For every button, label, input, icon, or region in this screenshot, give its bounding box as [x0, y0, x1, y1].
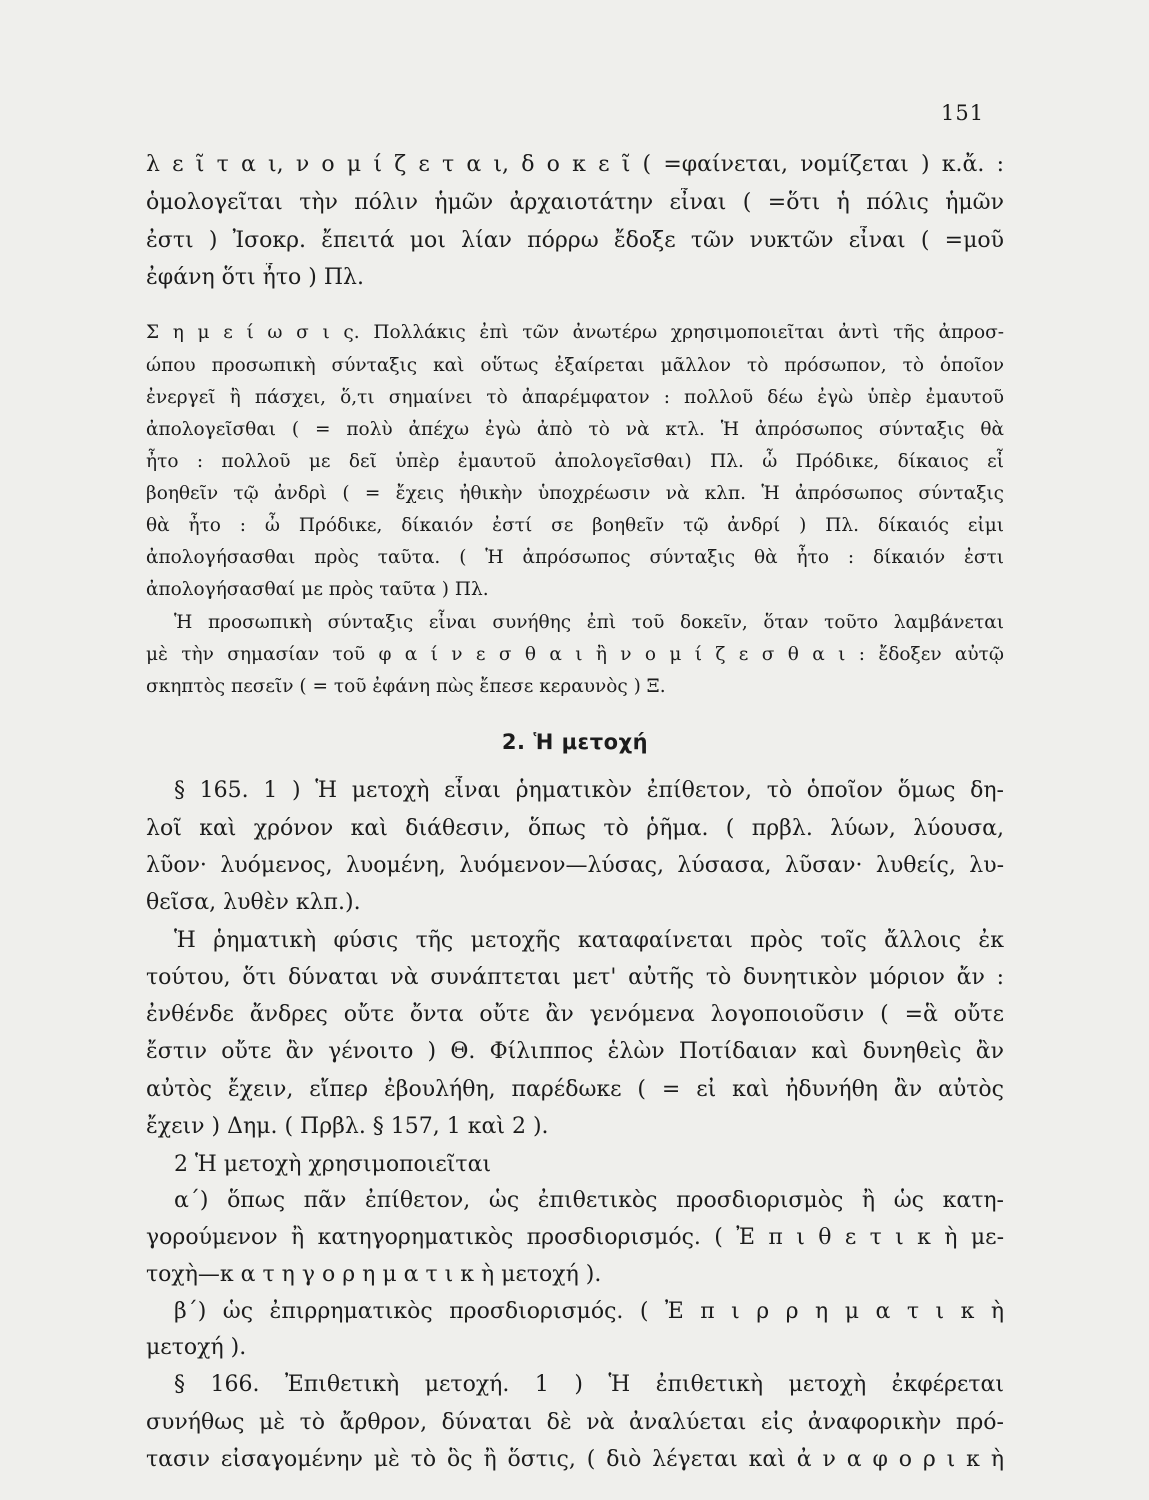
page-number: 151 [941, 101, 985, 125]
text-line: ἀπολογήσασθαί με πρὸς ταῦτα ) Πλ. [146, 579, 489, 600]
text-line: ἐνεργεῖ ἢ πάσχει, ὅ,τι σημαίνει τὸ ἀπαρέμφατον : πολλοῦ δέω ἐγὼ ὑπὲρ ἐμαυτοῦ [146, 387, 1004, 408]
text-line: 2 Ἡ μετοχὴ χρησιμοποιεῖται [174, 1152, 492, 1177]
text-line: μετοχή ). [146, 1335, 247, 1360]
text-line: βοηθεῖν τῷ ἀνδρὶ ( = ἔχεις ἠθικὴν ὑποχρέωσιν νὰ κλπ. Ἡ ἀπρόσωπος σύνταξις [146, 483, 1004, 504]
text-line: λοῖ καὶ χρόνον καὶ διάθεσιν, ὅπως τὸ ῥῆμα. ( πρβλ. λύων, λύουσα, [146, 816, 1004, 841]
text-line: ἦτο : πολλοῦ με δεῖ ὑπὲρ ἐμαυτοῦ ἀπολογεῖσθαι) Πλ. ὦ Πρόδικε, δίκαιος εἶ [146, 451, 1004, 472]
section-heading: 2. Ἡ μετοχή [501, 730, 649, 754]
text-line: ἐφάνη ὅτι ἦτο ) Πλ. [146, 265, 364, 290]
text-line: ὁμολογεῖται τὴν πόλιν ἡμῶν ἀρχαιοτάτην εἶναι ( =ὅτι ἡ πόλις ἡμῶν [146, 190, 1004, 215]
text-line: β΄) ὡς ἐπιρρηματικὸς προσδιορισμός. ( Ἐ π ι ρ ρ η μ α τ ι κ ὴ [174, 1299, 1004, 1324]
section-paragraph-166: § 166. Ἐπιθετικὴ μετοχή. 1 ) Ἡ ἐπιθετικὴ μετοχὴ ἐκφέρεται [174, 1372, 1004, 1397]
text-line: τούτου, ὅτι δύναται νὰ συνάπτεται μετ' αὐτῆς τὸ δυνητικὸν μόριον ἄν : [146, 965, 1004, 990]
text-line: λῦον· λυόμενος, λυομένη, λυόμενον—λύσας, λύσασα, λῦσαν· λυθείς, λυ- [146, 853, 1004, 878]
text-line: λ ε ῖ τ α ι, ν ο μ ί ζ ε τ α ι, δ ο κ ε ῖ ( =φαίνεται, νομίζεται ) κ.ἄ. : [146, 152, 1004, 177]
text-line: τασιν εἰσαγομένην μὲ τὸ ὃς ἢ ὅστις, ( διὸ λέγεται καὶ ἀ ν α φ ο ρ ι κ ὴ [146, 1447, 1004, 1472]
text-line: μὲ τὴν σημασίαν τοῦ φ α ί ν ε σ θ α ι ἢ ν ο μ ί ζ ε σ θ α ι : ἔδοξεν αὐτῷ [146, 644, 1004, 665]
text-line: Ἡ προσωπικὴ σύνταξις εἶναι συνήθης ἐπὶ τοῦ δοκεῖν, ὅταν τοῦτο λαμβάνεται [174, 612, 1004, 633]
text-line: γορούμενον ἢ κατηγορηματικὸς προσδιορισμός. ( Ἐ π ι θ ε τ ι κ ὴ με- [146, 1225, 1004, 1250]
text-line: ἔχειν ) Δημ. ( Πρβλ. § 157, 1 καὶ 2 ). [146, 1114, 549, 1139]
text-line: ἔστιν οὔτε ἂν γένοιτο ) Θ. Φίλιππος ἑλὼν Ποτίδαιαν καὶ δυνηθεὶς ἂν [146, 1039, 1004, 1064]
section-paragraph-165: § 165. 1 ) Ἡ μετοχὴ εἶναι ῥηματικὸν ἐπίθετον, τὸ ὁποῖον ὅμως δη- [174, 778, 1004, 803]
text-line: ώπου προσωπικὴ σύνταξις καὶ οὕτως ἐξαίρεται μᾶλλον τὸ πρόσωπον, τὸ ὁποῖον [146, 355, 1004, 376]
text-line: ἐστι ) Ἰσοκρ. ἔπειτά μοι λίαν πόρρω ἔδοξε τῶν νυκτῶν εἶναι ( =μοῦ [146, 228, 1004, 253]
text-line: Σ η μ ε ί ω σ ι ς. Πολλάκις ἐπὶ τῶν ἀνωτέρω χρησιμοποιεῖται ἀντὶ τῆς ἀπροσ- [146, 322, 1004, 343]
text-line: ἐνθένδε ἄνδρες οὔτε ὄντα οὔτε ἂν γενόμενα λογοποιοῦσιν ( =ἃ οὔτε [146, 1002, 1004, 1027]
text-line: αὐτὸς ἔχειν, εἴπερ ἐβουλήθη, παρέδωκε ( = εἰ καὶ ἠδυνήθη ἂν αὐτὸς [146, 1077, 1004, 1102]
text-line: ἀπολογήσασθαι πρὸς ταῦτα. ( Ἡ ἀπρόσωπος σύνταξις θὰ ἦτο : δίκαιόν ἐστι [146, 547, 1004, 568]
text-line: συνήθως μὲ τὸ ἄρθρον, δύναται δὲ νὰ ἀναλύεται εἰς ἀναφορικὴν πρό- [146, 1410, 1004, 1435]
text-line: θὰ ἦτο : ὦ Πρόδικε, δίκαιόν ἐστί σε βοηθεῖν τῷ ἀνδρί ) Πλ. δίκαιός εἰμι [146, 515, 1004, 536]
text-line: ἀπολογεῖσθαι ( = πολὺ ἀπέχω ἐγὼ ἀπὸ τὸ νὰ κτλ. Ἡ ἀπρόσωπος σύνταξις θὰ [146, 419, 1004, 440]
text-line: σκηπτὸς πεσεῖν ( = τοῦ ἐφάνη πὼς ἔπεσε κεραυνὸς ) Ξ. [146, 676, 666, 697]
text-line: Ἡ ῥηματικὴ φύσις τῆς μετοχῆς καταφαίνεται πρὸς τοῖς ἄλλοις ἐκ [174, 928, 1004, 953]
text-line: α΄) ὅπως πᾶν ἐπίθετον, ὡς ἐπιθετικὸς προσδιορισμὸς ἢ ὡς κατη- [174, 1188, 1004, 1213]
text-line: τοχὴ—κ α τ η γ ο ρ η μ α τ ι κ ὴ μετοχή ). [146, 1262, 602, 1287]
text-line: θεῖσα, λυθὲν κλπ.). [146, 890, 361, 915]
